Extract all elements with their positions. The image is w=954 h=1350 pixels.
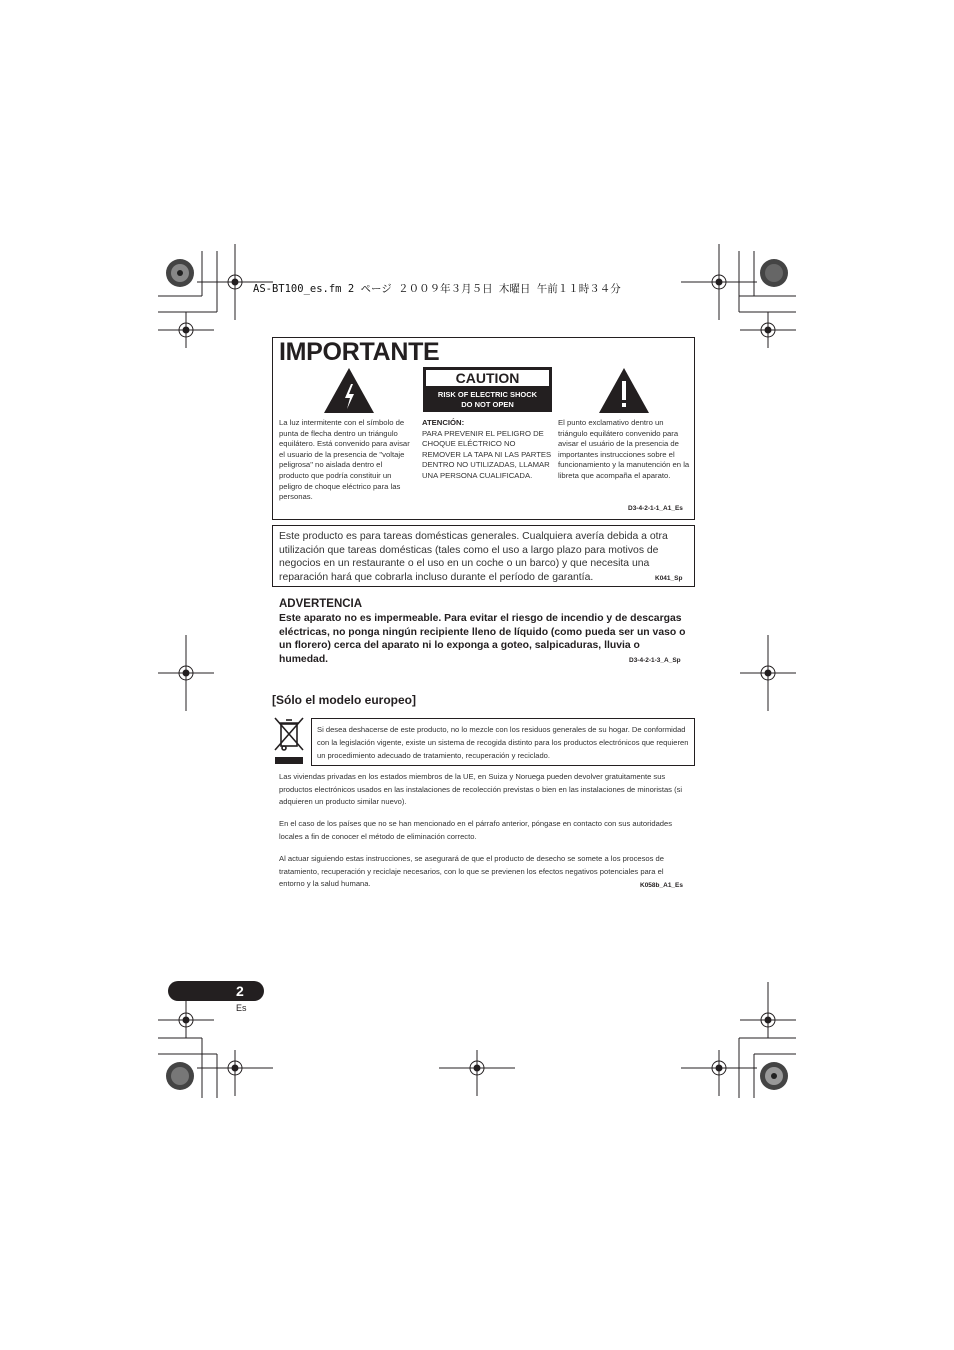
caution-label	[423, 367, 552, 412]
page-number: 2	[236, 983, 244, 999]
page-number-tab	[168, 981, 264, 1001]
warning-code: D3-4-2-1-3_A_Sp	[629, 657, 681, 664]
crossed-wheelie-bin-icon	[272, 714, 306, 766]
lightning-explanation: La luz intermitente con el símbolo de punta de flecha dentro un triángulo equilátero. Está convenido para avisar el usuario de la presencia de "voltaje peligrosa" no aislada dentro el producto que podría constituir un peligro de choque eléctrico para las personas.	[279, 418, 410, 502]
attention-block	[422, 418, 554, 482]
important-title: IMPORTANTE	[279, 338, 440, 366]
eu-paragraph-3: Al actuar siguiendo estas instrucciones, se asegurará de que el producto de desecho se somete a los procesos de tratamiento, recuperación y reciclaje necesarios, con lo que se previenen los efectos negativos potenciales para el entorno y la salud humana.	[279, 854, 664, 889]
exclamation-warning-icon	[598, 367, 650, 414]
lightning-warning-icon	[323, 367, 375, 414]
warning-text: Este aparato no es impermeable. Para evitar el riesgo de incendio y de descargas eléctricas, no ponga ningún recipiente lleno de líquido (como pueda ser un vaso o un florero) cerca del aparato ni lo exponga a goteo, salpicaduras, lluvia o humedad.	[279, 613, 686, 665]
file-header-line: AS-BT100_es.fm 2 ページ ２００９年３月５日 木曜日 午前１１時３４分	[253, 283, 621, 295]
attention-text: PARA PREVENIR EL PELIGRO DE CHOQUE ELÉCTRICO NO REMOVER LA TAPA NI LAS PARTES DENTRO NO UTILIZADAS, LLAMAR UNA PERSONA CUALIFICADA.	[422, 428, 552, 480]
eu-paragraph-2: En el caso de los países que no se han mencionado en el párrafo anterior, póngase en contacto con sus autoridades locales a fin de conocer el método de eliminación correcto.	[279, 819, 673, 841]
exclamation-explanation: El punto exclamativo dentro un triángulo equilátero convenido para avisar el usuário de la presencia de importantes instrucciones sobre el funcionamiento y la manutención en la libreta que acompaña el aparato.	[558, 418, 690, 480]
important-code: D3-4-2-1-1_A1_Es	[628, 505, 683, 512]
caution-line-2: DO NOT OPEN	[461, 400, 514, 409]
warning-title: ADVERTENCIA	[279, 598, 363, 610]
disposal-text: Si desea deshacerse de este producto, no lo mezcle con los residuos generales de su hogar. De conformidad con la legislación vigente, existe un sistema de recogida distinto para los productos electrónicos que requieren un procedimiento adecuado de tratamiento, recuperación y reciclado.	[317, 725, 689, 760]
eu-paragraph-1: Las viviendas privadas en los estados miembros de la UE, en Suiza y Noruega pueden devolver gratuitamente sus productos electrónicos usados en las instalaciones de recolección previstas o bien en las instalaciones de minoristas (si adquieren un producto similar nuevo).	[279, 772, 683, 807]
eu-code: K058b_A1_Es	[640, 882, 683, 889]
domestic-use-text: Este producto es para tareas domésticas generales. Cualquiera avería debida a otra utilización que tareas domésticas (tales como el uso a largo plazo para motivos de negocios en un restaurante o el uso en un coche o un barco) y que necesita una reparación hará que cobrarla incluso durante el período de garantía.	[279, 531, 668, 583]
domestic-code: K041_Sp	[655, 575, 683, 582]
caution-title: CAUTION	[425, 369, 550, 387]
caution-line-1: RISK OF ELECTRIC SHOCK	[437, 390, 538, 399]
page-language: Es	[236, 1003, 247, 1013]
attention-label: ATENCIÓN:	[422, 418, 465, 427]
eu-model-title: [Sólo el modelo europeo]	[272, 693, 417, 707]
